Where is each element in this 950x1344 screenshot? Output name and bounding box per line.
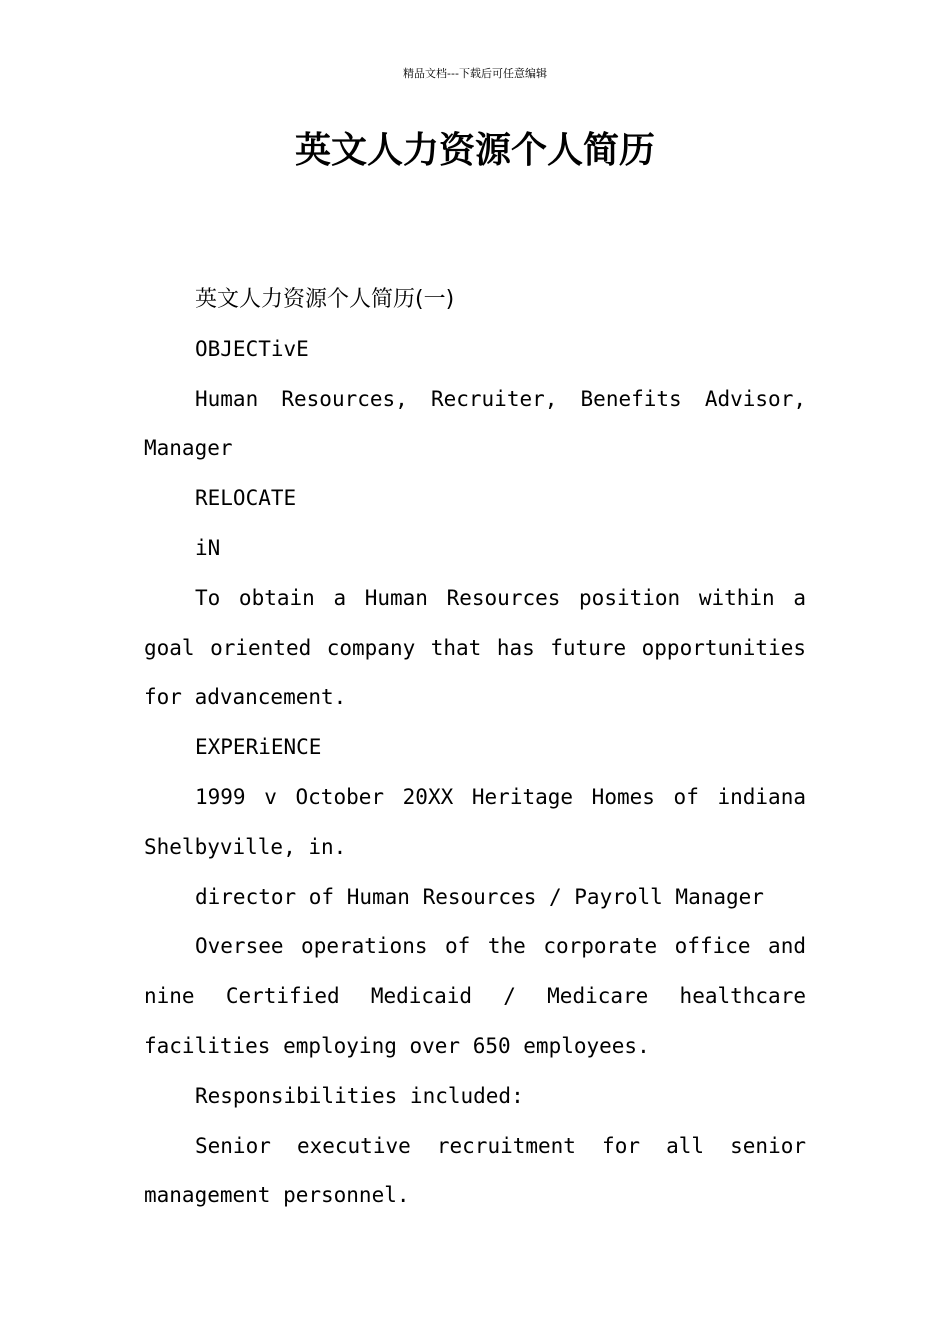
section-heading-resume-1: 英文人力资源个人简历(一) <box>195 287 455 312</box>
header-note: 精品文档---下载后可任意编辑 <box>403 67 547 80</box>
responsibility-item: Senior executive recruitment for all senior management personnel. <box>144 1133 806 1208</box>
experience-summary: Oversee operations of the corporate office and nine Certified Medicaid / Medicare healthcare facilities employing over 650 employees. <box>144 934 806 1058</box>
section-heading-objective: OBJECTivE <box>195 336 309 361</box>
document-title: 英文人力资源个人简历 <box>294 130 655 171</box>
objective-roles: Human Resources, Recruiter, Benefits Advisor, Manager <box>144 386 806 461</box>
relocate-value: iN <box>195 535 221 560</box>
relocate-label: RELOCATE <box>195 486 297 511</box>
objective-statement: To obtain a Human Resources position within a goal oriented company that has future opportunities for advancement. <box>144 585 806 710</box>
section-heading-experience: EXPERiENCE <box>195 735 322 760</box>
experience-job-title: director of Human Resources / Payroll Manager <box>195 884 764 909</box>
responsibilities-heading: Responsibilities included: <box>195 1083 524 1108</box>
document-body <box>144 275 806 1221</box>
experience-employer: 1999 v October 20XX Heritage Homes of indiana Shelbyville, in. <box>144 784 806 859</box>
